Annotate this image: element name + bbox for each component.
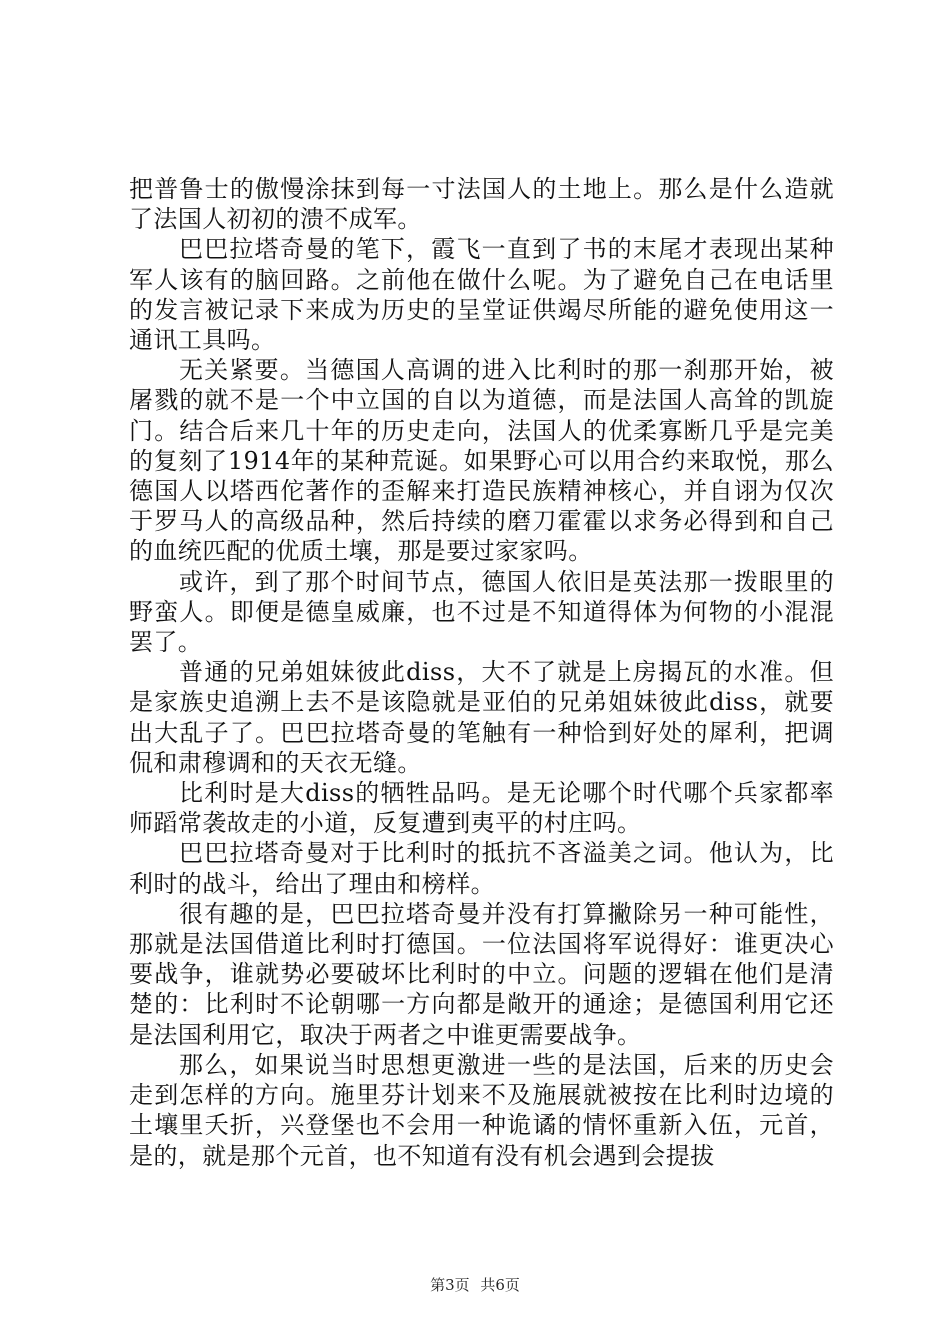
paragraph-8: 很有趣的是，巴巴拉塔奇曼并没有打算撇除另一种可能性，那就是法国借道比利时打德国。一位法国将军说得好：谁更决心要战争，谁就势必要破坏比利时的中立。问题的逻辑在他们是清楚的：比利时不论朝哪一方向都是敞开的通途；是德国利用它还是法国利用它，取决于两者之中谁更需要战争。: [129, 899, 834, 1049]
paragraph-1: 把普鲁士的傲慢涂抹到每一寸法国人的土地上。那么是什么造就了法国人初初的溃不成军。: [129, 175, 834, 234]
page-footer: [0, 1274, 950, 1295]
paragraph-3: 无关紧要。当德国人高调的进入比利时的那一刹那开始，被屠戮的就不是一个中立国的自以为道德，而是法国人高耸的凯旋门。结合后来几十年的历史走向，法国人的优柔寡断几乎是完美的复刻了1914年的某种荒诞。如果野心可以用合约来取悦，那么德国人以塔西佗著作的歪解来打造民族精神核心，并自诩为仅次于罗马人的高级品种，然后持续的磨刀霍霍以求务必得到和自己的血统匹配的优质土壤，那是要过家家吗。: [129, 356, 834, 566]
page-number: 第3页: [430, 1276, 470, 1294]
paragraph-5: 普通的兄弟姐妹彼此diss，大不了就是上房揭瓦的水准。但是家族史追溯上去不是该隐就是亚伯的兄弟姐妹彼此diss，就要出大乱子了。巴巴拉塔奇曼的笔触有一种恰到好处的犀利，把调侃和肃穆调和的天衣无缝。: [129, 658, 834, 777]
paragraph-7: 巴巴拉塔奇曼对于比利时的抵抗不吝溢美之词。他认为，比利时的战斗，给出了理由和榜样。: [129, 839, 834, 898]
paragraph-2: 巴巴拉塔奇曼的笔下，霞飞一直到了书的末尾才表现出某种军人该有的脑回路。之前他在做什么呢。为了避免自己在电话里的发言被记录下来成为历史的呈堂证供竭尽所能的避免使用这一通讯工具吗。: [129, 235, 834, 355]
paragraph-4: 或许，到了那个时间节点，德国人依旧是英法那一拨眼里的野蛮人。即便是德皇威廉，也不过是不知道得体为何物的小混混罢了。: [129, 567, 834, 657]
paragraph-6: 比利时是大diss的牺牲品吗。是无论哪个时代哪个兵家都率师蹈常袭故走的小道，反复遭到夷平的村庄吗。: [129, 779, 834, 838]
document-body: [129, 174, 834, 1171]
paragraph-9: 那么，如果说当时思想更激进一些的是法国，后来的历史会走到怎样的方向。施里芬计划来不及施展就被按在比利时边境的土壤里夭折，兴登堡也不会用一种诡谲的情怀重新入伍，元首，是的，就是那个元首，也不知道有没有机会遇到会提拔: [129, 1050, 834, 1170]
page-total: 共6页: [480, 1276, 520, 1294]
